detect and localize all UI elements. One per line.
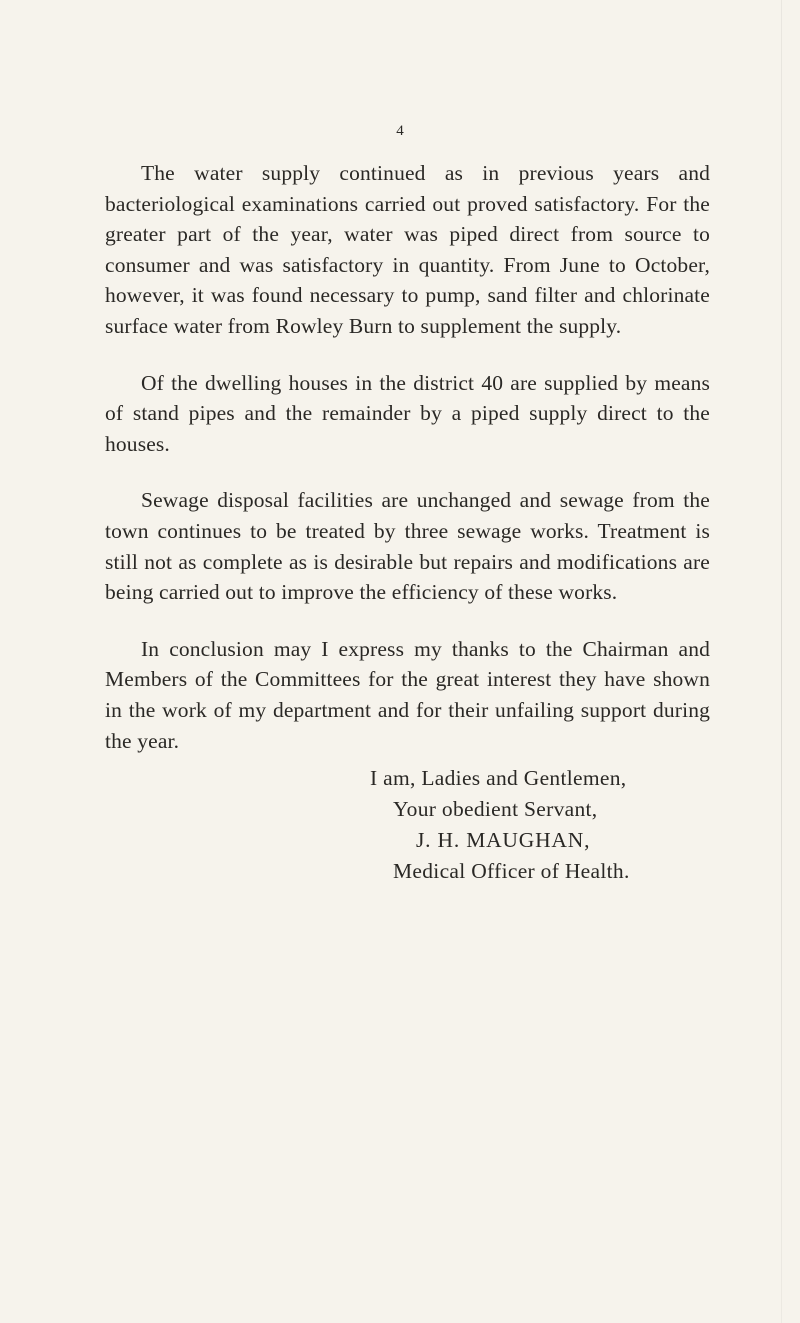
body-text	[105, 158, 710, 782]
signature-salutation: I am, Ladies and Gentlemen,	[370, 766, 627, 790]
paragraph-conclusion: In conclusion may I express my thanks to the Chairman and Members of the Committees for the great interest they have shown in the work of my department and for their unfailing support during the year.	[105, 636, 710, 753]
paragraph-dwelling-houses: Of the dwelling houses in the district 40 are supplied by means of stand pipes and the remainder by a piped supply direct to the houses.	[105, 370, 710, 456]
signature-name: J. H. MAUGHAN,	[416, 828, 591, 852]
signature-closing: Your obedient Servant,	[393, 797, 598, 821]
paragraph-water-supply: The water supply continued as in previous years and bacteriological examinations carried out proved satisfactory. For the greater part of the year, water was piped direct from source to consumer and was satisfactory in quantity. From June to October, however, it was found necessary to pump, sand filter and chlorinate surface water from Rowley Burn to supplement the supply.	[105, 161, 710, 338]
paragraph-sewage-disposal: Sewage disposal facilities are unchanged and sewage from the town continues to be treated by three sewage works. Treatment is still not as complete as is desirable but repairs and modifications are being carried out to improve the efficiency of these works.	[105, 488, 710, 605]
page-number: 4	[396, 123, 404, 139]
page-edge-line	[781, 0, 782, 1323]
signature-title: Medical Officer of Health.	[393, 859, 630, 883]
